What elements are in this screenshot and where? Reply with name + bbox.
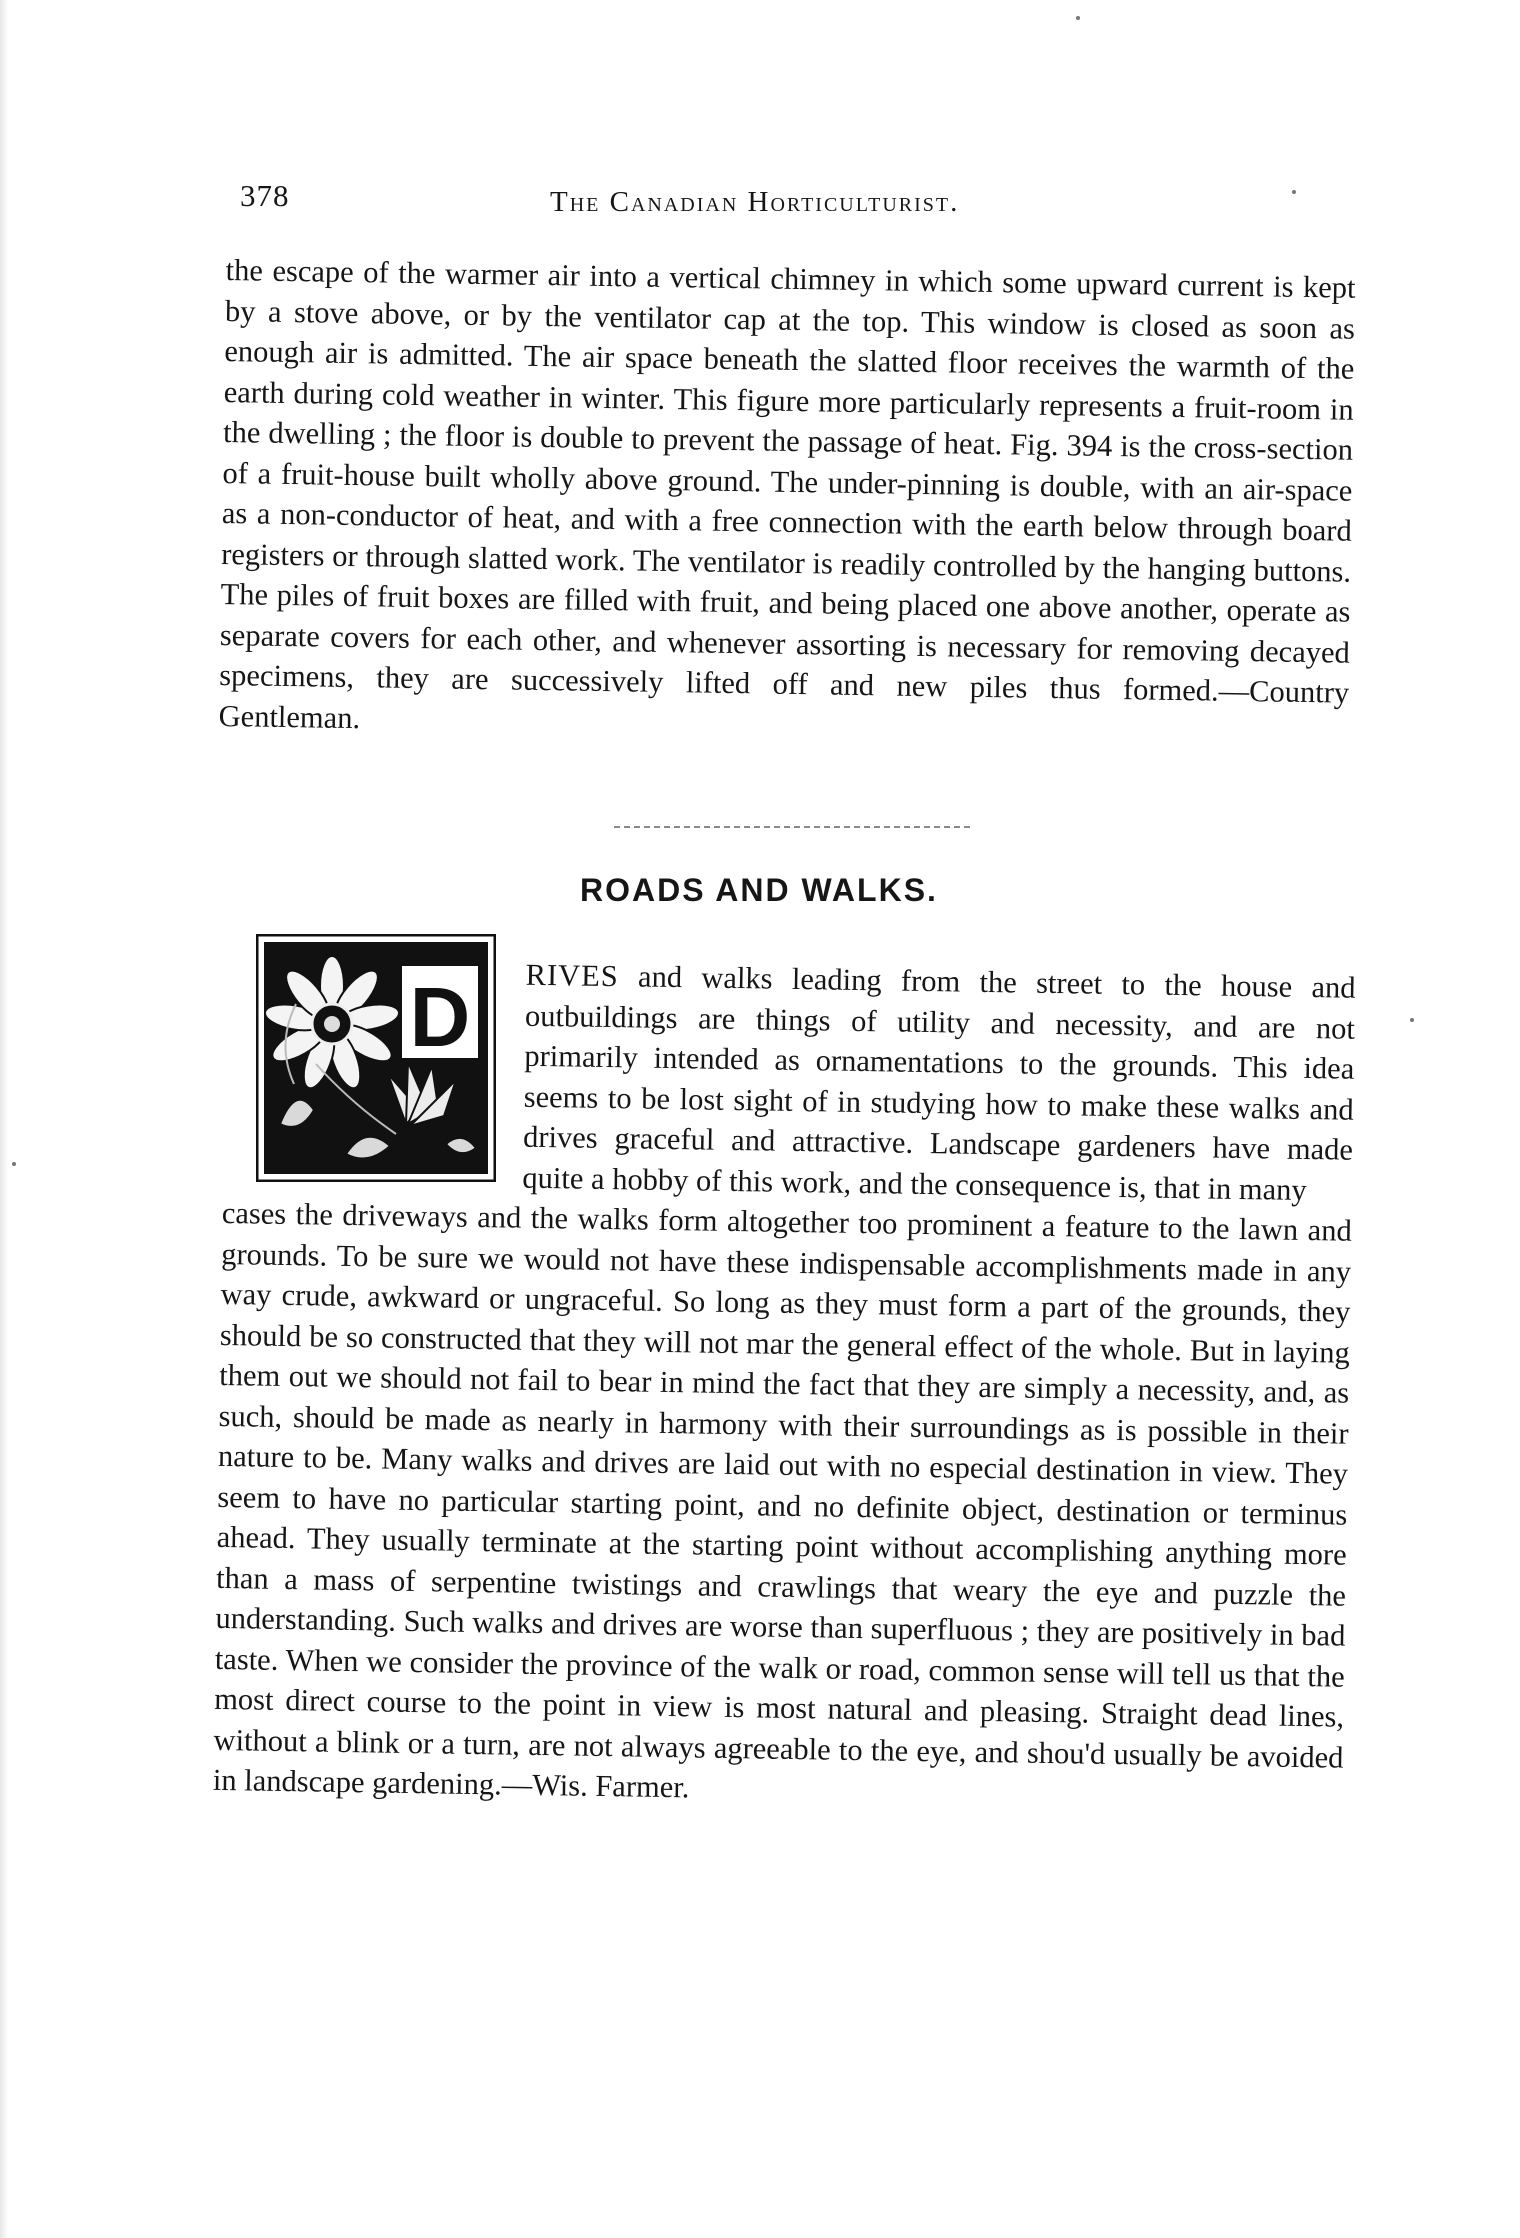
dropcap-letter: D <box>409 970 471 1064</box>
article-remaining-text: cases the driveways and the walks form altogether too prominent a feature to the lawn and grounds. To be sure we would not have these indispensable accomplishments made in any way crude, awkward or ungraceful. So long as they must form a part of the grounds, they should be so constructed that they will not mar the general effect of the whole. But in laying them out we should not fail to bear in mind the fact that they are simply a necessity, and, as such, should be made as nearly in harmony with their surroundings as is possible in their nature to be. Many walks and drives are laid out with no especial destination in view. They seem to have no particular starting point, and no definite object, destination or terminus ahead. They usually terminate at the starting point without accomplishing anything more than a mass of serpentine twistings and crawlings that weary the eye and puzzle the understanding. Such walks and drives are worse than superfluous ; they are positively in bad taste. When we consider the province of the walk or road, common sense will tell us that the most direct course to the point in view is most natural and pleasing. Straight dead lines, without a blink or a turn, are not always agreeable to the eye, and shou'd usually be avoided in landscape gardening.—Wis. Farmer. <box>212 1195 1352 1805</box>
page-number: 378 <box>240 178 290 213</box>
running-head: The Canadian Horticulturist. <box>550 186 960 218</box>
article-body <box>213 950 1356 1818</box>
article-opening-lines <box>222 950 1356 1211</box>
section-divider <box>614 826 970 828</box>
article-title: ROADS AND WALKS. <box>580 872 938 908</box>
continuation-paragraph: the escape of the warmer air into a vertical chimney in which some upward current is kept by a stove above, or by the ventilator cap at the top. This window is closed as soon as enough air is admitted. The air space beneath the slatted floor receives the warmth of the earth during cold weather in winter. This figure more particularly represents a fruit-room in the dwelling ; the floor is double to prevent the passage of heat. Fig. 394 is the cross-section of a fruit-house built wholly above ground. The under-pinning is double, with an air-space as a non-conductor of heat, and with a free connection with the earth below through board registers or through slatted work. The ventilator is readily controlled by the hanging buttons. The piles of fruit boxes are filled with fruit, and being placed one above another, operate as separate covers for each other, and whenever assorting is necessary for removing decayed specimens, they are successively lifted off and new piles thus formed.—Country Gentleman. <box>218 252 1356 735</box>
opening-caps: RIVES <box>525 957 620 994</box>
scan-edge <box>0 0 8 2238</box>
opening-text: and walks leading from the street to the house and outbuildings are things of utility and necessity, and are not primarily intended as ornamentations to the grounds. This idea seems to be lost sight of in studying how to make these walks and drives graceful and attractive. Landscape gardeners have made quite a hobby of this work, and the consequence is, that in many <box>522 959 1356 1207</box>
